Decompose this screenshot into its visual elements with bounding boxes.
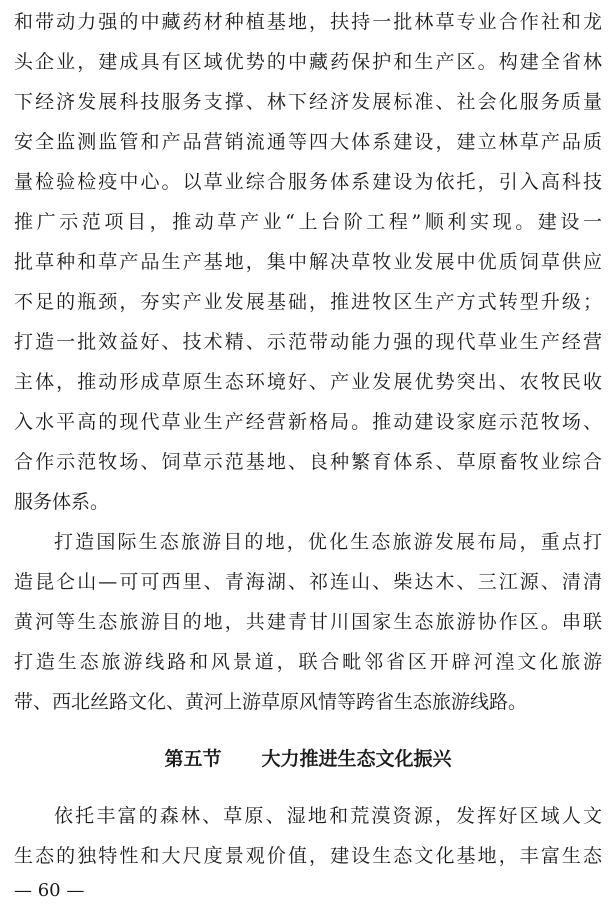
section-title: 大力推进生态文化振兴	[261, 748, 452, 770]
paragraph-1-line-9: 打造一批效益好、技术精、示范带动能力强的现代草业生产经营	[14, 331, 602, 353]
paragraph-3-line-2: 生态的独特性和大尺度景观价值，建设生态文化基地，丰富生态	[14, 845, 602, 867]
paragraph-2-line-2: 造昆仑山—可可西里、青海湖、祁连山、柴达木、三江源、清清	[14, 571, 602, 593]
paragraph-1-line-2: 头企业，建成具有区域优势的中藏药保护和生产区。构建全省林	[14, 51, 602, 73]
paragraph-1-line-1: 和带动力强的中藏药材种植基地，扶持一批林草专业合作社和龙	[14, 11, 602, 33]
paragraph-2-line-3: 黄河等生态旅游目的地，共建青甘川国家生态旅游协作区。串联	[14, 611, 602, 633]
paragraph-1-line-5: 量检验检疫中心。以草业综合服务体系建设为依托，引入高科技	[14, 171, 602, 193]
paragraph-2-line-5: 带、西北丝路文化、黄河上游草原风情等跨省生态旅游线路。	[14, 691, 528, 713]
paragraph-1-line-4: 安全监测监管和产品营销流通等四大体系建设，建立林草产品质	[14, 131, 602, 153]
section-heading	[14, 739, 602, 779]
page-number: — 60 —	[14, 880, 85, 901]
paragraph-1-line-3: 下经济发展科技服务支撑、林下经济发展标准、社会化服务质量	[14, 91, 602, 113]
paragraph-1-line-13: 服务体系。	[14, 491, 110, 513]
paragraph-1-line-10: 主体，推动形成草原生态环境好、产业发展优势突出、农牧民收	[14, 371, 602, 393]
paragraph-3-line-1: 依托丰富的森林、草原、湿地和荒漠资源，发挥好区域人文	[54, 805, 602, 827]
paragraph-2-line-4: 打造生态旅游线路和风景道，联合毗邻省区开辟河湟文化旅游	[14, 651, 602, 673]
paragraph-1-line-12: 合作示范牧场、饲草示范基地、良种繁育体系、草原畜牧业综合	[14, 451, 602, 473]
section-number: 第五节	[164, 748, 222, 770]
paragraph-1-line-7: 批草种和草产品生产基地，集中解决草牧业发展中优质饲草供应	[14, 251, 602, 273]
paragraph-2-line-1: 打造国际生态旅游目的地，优化生态旅游发展布局，重点打	[54, 531, 602, 553]
paragraph-1-line-11: 入水平高的现代草业生产经营新格局。推动建设家庭示范牧场、	[14, 411, 602, 433]
paragraph-1-line-8: 不足的瓶颈，夯实产业发展基础，推进牧区生产方式转型升级；	[14, 291, 602, 313]
paragraph-1-line-6: 推广示范项目，推动草产业“上台阶工程”顺利实现。建设一	[14, 211, 602, 233]
